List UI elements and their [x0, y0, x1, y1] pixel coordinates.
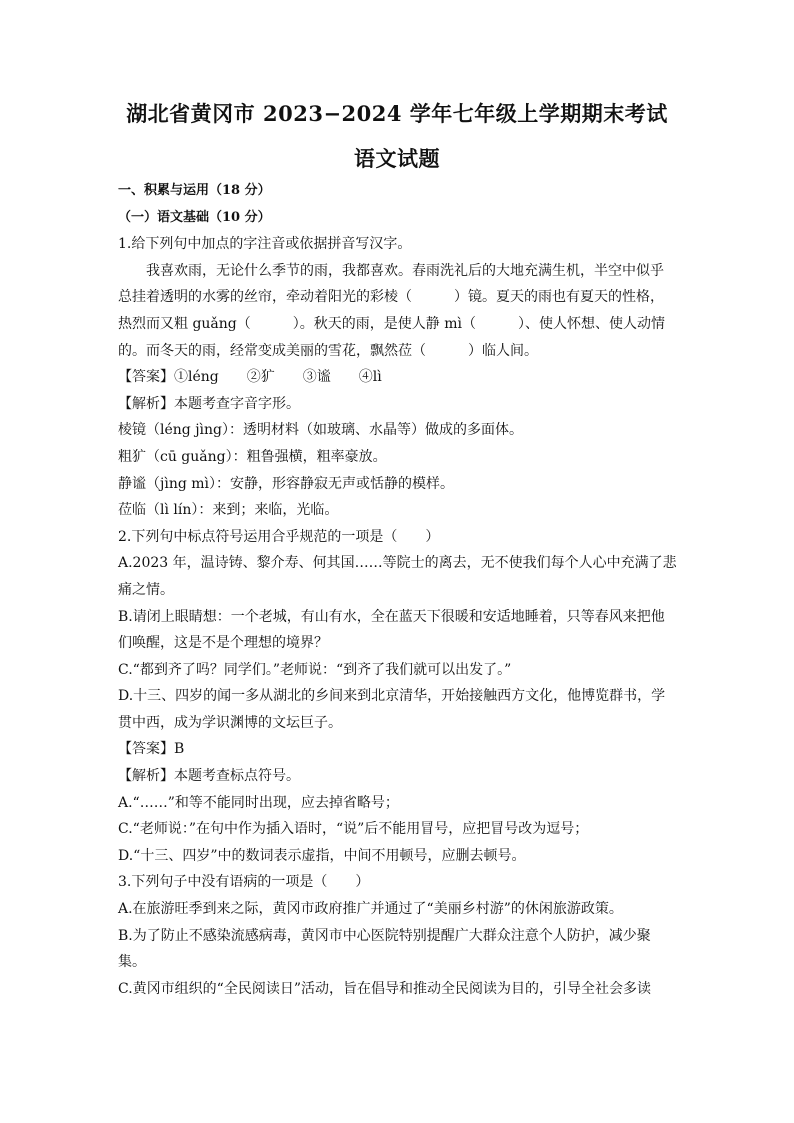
question-2-analysis: 【解析】本题考查标点符号。 — [118, 768, 300, 785]
document-body — [118, 178, 678, 1002]
option-line: C.黄冈市组织的“全民阅读日”活动，旨在倡导和推动全民阅读为目的，引导全社会多读 — [118, 980, 651, 997]
document-subtitle: 语文试题 — [354, 146, 440, 171]
question-1-stem: 1.给下列句中加点的字注音或依据拼音写汉字。 — [118, 236, 412, 253]
analysis-note: 莅临（lì lín）：来到；来临，光临。 — [118, 502, 339, 519]
subsection-heading: （一）语文基础（10 分） — [118, 209, 271, 225]
option-line: A.在旅游旺季到来之际，黄冈市政府推广并通过了“美丽乡村游”的休闲旅游政策。 — [118, 901, 623, 918]
passage-line: 热烈而又粗 guǎng（ ）。秋天的雨，是使人静 mì（ ）、使人怀想、使人动情 — [118, 315, 665, 332]
analysis-note: A.“……”和等不能同时出现，应去掉省略号； — [118, 794, 399, 811]
question-1-analysis: 【解析】本题考查字音字形。 — [118, 395, 300, 412]
document-title: 湖北省黄冈市 2023−2024 学年七年级上学期期末考试 — [126, 101, 668, 126]
option-line: 痛之情。 — [118, 581, 174, 598]
option-line: D.十三、四岁的闻一多从湖北的乡间来到北京清华，开始接触西方文化，他博览群书，学 — [118, 688, 666, 705]
option-line: B.请闭上眼睛想：一个老城，有山有水，全在蓝天下很暖和安适地睡着，只等春风来把他 — [118, 608, 665, 625]
option-line: 贯中西，成为学识渊博的文坛巨子。 — [118, 714, 342, 731]
option-line: B.为了防止不感染流感病毒，黄冈市中心医院特别提醒广大群众注意个人防护，减少聚 — [118, 927, 651, 944]
passage-line: 的。而冬天的雨，经常变成美丽的雪花，飘然莅（ ）临人间。 — [118, 342, 538, 359]
question-3-stem: 3.下列句子中没有语病的一项是（ ） — [118, 874, 370, 891]
analysis-note: 棱镜（léng jìng）：透明材料（如玻璃、水晶等）做成的多面体。 — [118, 422, 523, 439]
passage-line: 总挂着透明的水雾的丝帘，牵动着阳光的彩棱（ ）镜。夏天的雨也有夏天的性格， — [118, 289, 664, 306]
option-line: 集。 — [118, 954, 146, 971]
analysis-note: D.“十三、四岁”中的数词表示虚指，中间不用顿号，应删去顿号。 — [118, 847, 526, 864]
question-1-answer: 【答案】①léng ②犷 ③谧 ④lì — [118, 369, 382, 386]
question-2-stem: 2.下列句中标点符号运用合乎规范的一项是（ ） — [118, 528, 440, 545]
analysis-note: 静谧（jìng mì）：安静，形容静寂无声或恬静的模样。 — [118, 475, 454, 492]
section-heading: 一、积累与运用（18 分） — [118, 183, 271, 198]
analysis-note: 粗犷（cū guǎng）：粗鲁强横，粗率豪放。 — [118, 448, 387, 465]
option-line: C.“都到齐了吗？同学们。”老师说：“到齐了我们就可以出发了。” — [118, 661, 512, 678]
analysis-note: C.“老师说：”在句中作为插入语时，“说”后不能用冒号，应把冒号改为逗号； — [118, 821, 589, 838]
passage-line: 我喜欢雨，无论什么季节的雨，我都喜欢。春雨洗礼后的大地充满生机，半空中似乎 — [146, 262, 664, 279]
option-line: A.2023 年，温诗铸、黎介寿、何其国……等院士的离去，无不使我们每个人心中充满了悲 — [118, 555, 677, 572]
question-2-answer: 【答案】B — [118, 741, 185, 758]
option-line: 们唤醒，这是不是个理想的境界？ — [118, 635, 328, 652]
